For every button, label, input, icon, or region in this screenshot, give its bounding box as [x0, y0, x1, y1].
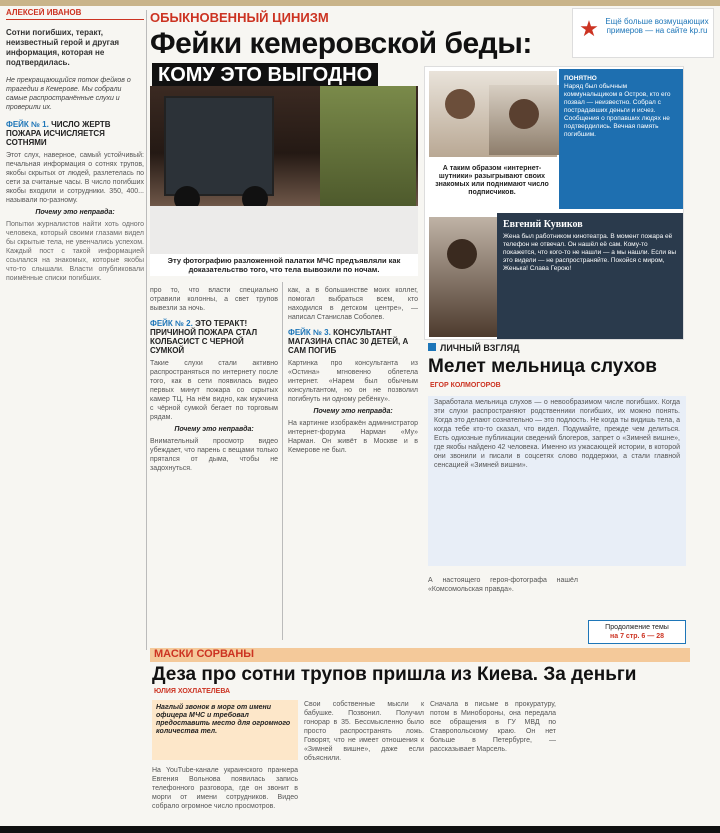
bottom-title: Деза про сотни трупов пришла из Киева. За деньги — [152, 664, 637, 685]
opinion-title: Мелет мельница слухов — [428, 356, 657, 377]
continue-label: Продолжение темы — [605, 624, 669, 631]
mid1-text-1: про то, что власти специально отравили колонны, а свет трупов вывезли за ночь. — [150, 287, 278, 312]
fake1-text: Этот слух, наверное, самый устойчивый: печальная информация о сотнях трупов, якобы скрытых от людей, разлетелась по сети за считаные часы. В число погибших якобы входили и сотрудники. 350, 400... называли по-разному. — [6, 152, 144, 204]
main-headline: Фейки кемеровской беды: — [150, 27, 532, 60]
column-divider — [146, 10, 147, 650]
bottom-column-3 — [430, 696, 556, 826]
fake1-heading — [6, 120, 144, 147]
fake3-number: ФЕЙК № 3. — [288, 328, 331, 337]
portrait-photo-2 — [489, 85, 559, 155]
bottom-strip — [0, 826, 720, 833]
main-photo — [150, 86, 418, 254]
fake1-title: ЧИСЛО ЖЕРТВ ПОЖАРА ИСЧИСЛЯЕТСЯ СОТНЯМИ — [6, 120, 111, 147]
bottom-rubric: МАСКИ СОРВАНЫ — [154, 648, 255, 660]
fake1-why: Почему это неправда: — [35, 209, 115, 216]
bottom-lead-text: Наглый звонок в морг от имени офицера МЧС и требовал предоставить место для огромного количества тел. — [156, 704, 291, 735]
opinion-tag-label: ЛИЧНЫЙ ВЗГЛЯД — [440, 343, 520, 353]
fake2-why: Почему это неправда: — [174, 426, 254, 433]
fake1-number: ФЕЙК № 1. — [6, 120, 49, 129]
mid2-text-3: На картинке изображён администратор интернет-форума Нарман «Му» Нарман. Он живёт в Москве и в Кемерове не был. — [288, 420, 418, 454]
portrait-photo-3 — [429, 217, 497, 337]
opinion-text: Заработала мельница слухов — о невообразимом числе погибших. Когда эти слухи распространяют родственники погибших, их можно понять. Когда это делают сознательно — это подлость. Не когда ты видишь тела, а когда тебе кто-то сказал, что видел. Подумайте, прежде чем делиться. Есть одиозные публикации сведений блогеров, запрет о «Зимней вишне», где якобы найдено 42 человека. Именно из ужасающей истории, в которой они звонили и писали в соцсетях слово поддержки, а стали главной сенсацией «Зимней вишни». — [434, 399, 680, 469]
bottom-col3-text: Сначала в письме в прокуратуру, потом в Минобороны, она передала все обращения в ГУ МВД по Ставропольскому краю. Он нет больше в Петербурге, — рассказывает Марсель. — [430, 701, 556, 753]
top-bar — [0, 0, 720, 6]
mid2-text-2: Картинка про консультанта из «Остина» мгновенно облетела интернет. «Нарем был обычным консультантом, но он не позволил погибнуть ни одному ребёнку». — [288, 360, 418, 403]
bottom-col1-text: На YouTube-канале украинского пранкера Евгения Вольнова появилась запись телефонного разговора, где он звонит в морги от имени сотрудников. Видео собрало огромное число просмотров. — [152, 767, 298, 810]
middle-column-1 — [150, 282, 278, 640]
bottom-lead-box — [152, 700, 298, 760]
fake3-heading — [288, 328, 418, 355]
left-column — [6, 8, 144, 820]
main-subhead: КОМУ ЭТО ВЫГОДНО — [152, 63, 378, 88]
bottom-column-1 — [152, 762, 298, 824]
continue-box[interactable] — [588, 620, 686, 644]
fake3-title: КОНСУЛЬТАНТ МАГАЗИНА СПАС 30 ДЕТЕЙ, А САМ ПОГИБ — [288, 328, 409, 355]
fake2-title: ЭТО ТЕРАКТ! ПРИЧИНОЙ ПОЖАРА СТАЛ КОЛБАСИСТ С ЧЕРНОЙ СУМКОЙ — [150, 319, 258, 355]
portrait-caption: А таким образом «интернет-шутники» разыгрывают своих знакомых или поднимают число подписчиков. — [435, 165, 549, 196]
portrait-panel — [424, 66, 684, 340]
info-box-text: Наряд был обычным коммунальщиком в Остров, кто его позвал — неизвестно. Собрал с пострадавших деньги и исчез. Сообщения о пропавших людях не подтвердились. Вечная память погибшим. — [564, 83, 671, 138]
fake1-text-2: Попытки журналистов найти хоть одного человека, который своими глазами видел бы скрытые тела, не увенчались успехом. Каждый пост с такой информацией ссылался на знакомых, которые якобы что-то слышали. Власти опубликовали поимённые списки погибших. — [6, 221, 144, 282]
bottom-column-2 — [304, 696, 424, 826]
opinion-author: ЕГОР КОЛМОГОРОВ — [430, 382, 501, 389]
square-icon — [428, 343, 436, 351]
face-shape — [445, 89, 475, 119]
left-lead: Сотни погибших, теракт, неизвестный герой и другая информация, которая не подтвердилась. — [6, 28, 120, 67]
opinion-body — [428, 396, 686, 566]
face-shape — [447, 239, 477, 269]
mid2-text-1: как, а в большинстве моих коллег, помогал выбраться всем, кто находился в детском центре», — написал Станислав Соболев. — [288, 287, 418, 321]
hero-name: Евгений Кувиков — [503, 219, 583, 230]
hero-box — [497, 213, 683, 339]
note-text: А настоящего героя-фотографа нашёл «Комсомольская правда». — [428, 577, 578, 593]
face-shape — [509, 99, 539, 129]
continue-page: на 7 стр. 6 — 28 — [610, 633, 664, 640]
fake2-heading — [150, 319, 278, 355]
tent-shape — [320, 86, 416, 206]
promo-box[interactable] — [572, 8, 714, 58]
star-icon: ★ — [579, 16, 599, 41]
hero-text: Жена был работником кинотеатра. В момент пожара её телефон не отвечал. Он нашёл её сам. Кому-то покажется, что кого-то не нашли — а мы нашли. Если вы это видели — не распространяйте. Покойся с миром, Женька! Слава Герою! — [503, 233, 676, 272]
fake3-why: Почему это неправда: — [313, 408, 393, 415]
promo-text: Ещё больше возмущающих примеров — на сайте kp.ru — [605, 17, 709, 35]
middle-column-2 — [288, 282, 418, 640]
left-intro: Не прекращающийся поток фейков о трагедии в Кемерове. Мы собрали самые распространённые слухи и проверили их. — [6, 77, 131, 111]
opinion-tag — [428, 343, 519, 353]
mid1-text-3: Внимательный просмотр видео убеждает, что парень с вещами только прятался от дыма, чтобы не задохнуться. — [150, 438, 278, 472]
fake2-number: ФЕЙК № 2. — [150, 319, 193, 328]
bottom-col2-text: Свои собственные мысли к бабушке. Позвонил. Получил гонорар в 35. Бессмысленно было просто распространять ложь. Говорят, что не имеет отношения к «Зимней вишне», даже если объяснили. — [304, 701, 424, 762]
column-divider — [282, 282, 283, 640]
info-box — [559, 69, 683, 209]
photo-caption: Эту фотографию разложенной палатки МЧС предъявляли как доказательство того, что тела вывозили по ночам. — [150, 254, 418, 276]
bottom-author: ЮЛИЯ ХОХЛАТЕЛЕВА — [154, 688, 231, 695]
snow-shape — [150, 206, 418, 254]
truck-shape — [164, 96, 274, 196]
mid1-text-2: Такие слухи стали активно распространяться по интернету после того, как в сети появилась видео первых минут пожара со скрытых камер ТЦ. На нём видно, как мужчина с чёрной сумкой бегает по торговым рядам. — [150, 360, 278, 421]
section-rubric: ОБЫКНОВЕННЫЙ ЦИНИЗМ — [150, 10, 329, 25]
left-author: АЛЕКСЕЙ ИВАНОВ — [6, 8, 144, 20]
info-box-title: ПОНЯТНО — [564, 75, 597, 82]
